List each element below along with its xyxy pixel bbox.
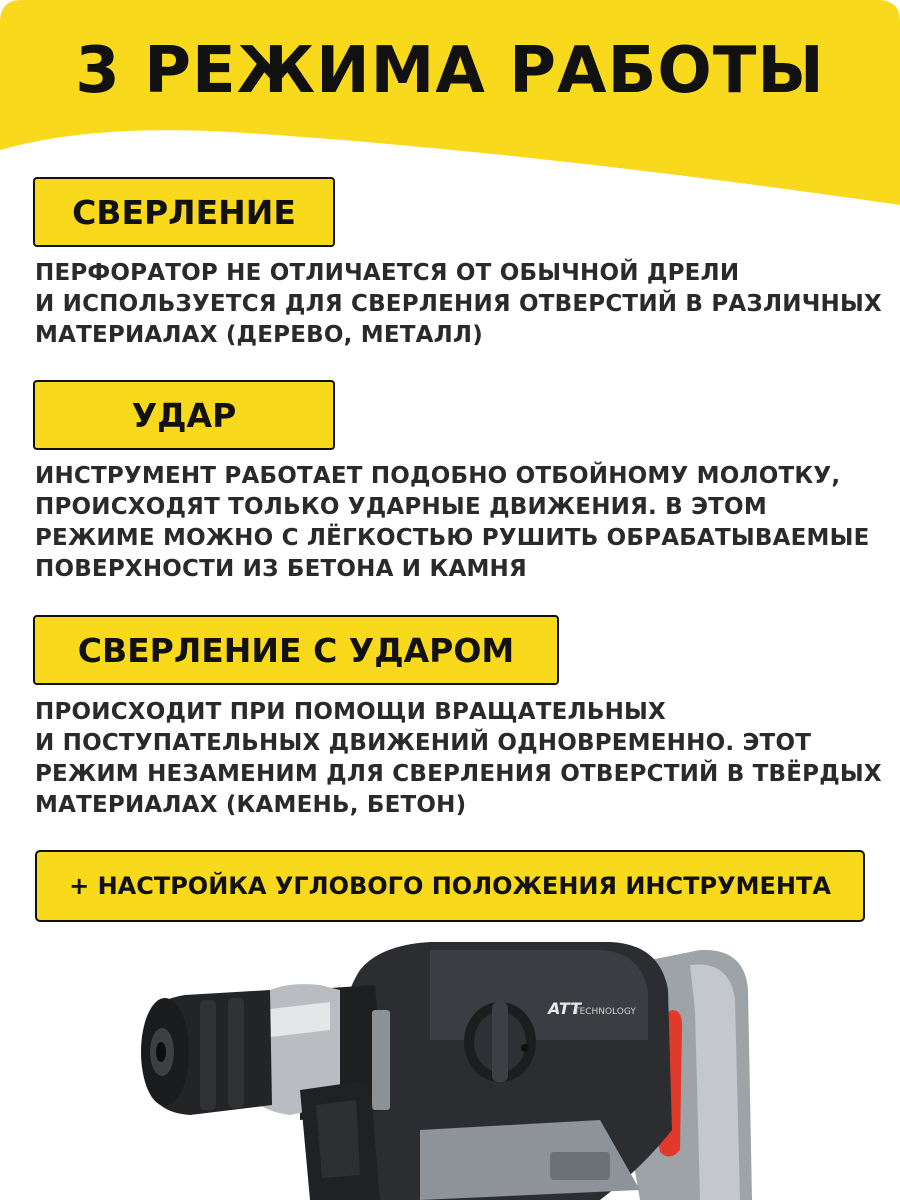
feature-banner: + НАСТРОЙКА УГЛОВОГО ПОЛОЖЕНИЯ ИНСТРУМЕНТА (35, 850, 865, 922)
description-line: МАТЕРИАЛАХ (КАМЕНЬ, БЕТОН) (35, 792, 467, 818)
description-line: ПРОИСХОДЯТ ТОЛЬКО УДАРНЫЕ ДВИЖЕНИЯ. В ЭТОМ (35, 494, 767, 520)
brand-logo: ATT (548, 999, 582, 1018)
description-line: МАТЕРИАЛАХ (ДЕРЕВО, МЕТАЛЛ) (35, 322, 483, 348)
brand-subtext: TECHNOLOGY (574, 1007, 636, 1017)
mode-label-impact: УДАР (33, 380, 335, 450)
description-line: РЕЖИМЕ МОЖНО С ЛЁГКОСТЬЮ РУШИТЬ ОБРАБАТЫВАЕМЫЕ (35, 525, 870, 551)
description-line: ПРОИСХОДИТ ПРИ ПОМОЩИ ВРАЩАТЕЛЬНЫХ (35, 699, 666, 725)
rotary-hammer-image (0, 930, 900, 1200)
description-line: ИНСТРУМЕНТ РАБОТАЕТ ПОДОБНО ОТБОЙНОМУ МОЛОТКУ, (35, 463, 841, 489)
description-line: И ПОСТУПАТЕЛЬНЫХ ДВИЖЕНИЙ ОДНОВРЕМЕННО. ЭТОТ (35, 730, 812, 756)
description-line: РЕЖИМ НЕЗАМЕНИМ ДЛЯ СВЕРЛЕНИЯ ОТВЕРСТИЙ В ТВЁРДЫХ (35, 761, 882, 787)
description-line: ПЕРФОРАТОР НЕ ОТЛИЧАЕТСЯ ОТ ОБЫЧНОЙ ДРЕЛИ (35, 260, 740, 286)
mode-label-drilling: СВЕРЛЕНИЕ (33, 177, 335, 247)
description-line: ПОВЕРХНОСТИ ИЗ БЕТОНА И КАМНЯ (35, 556, 527, 582)
description-line: И ИСПОЛЬЗУЕТСЯ ДЛЯ СВЕРЛЕНИЯ ОТВЕРСТИЙ В РАЗЛИЧНЫХ (35, 291, 882, 317)
mode-description-impact (35, 461, 875, 585)
mode-description-drilling (35, 258, 882, 351)
mode-description-impact-drilling (35, 697, 882, 821)
mode-label-impact-drilling: СВЕРЛЕНИЕ С УДАРОМ (33, 615, 559, 685)
page-title: 3 РЕЖИМА РАБОТЫ (75, 34, 825, 108)
